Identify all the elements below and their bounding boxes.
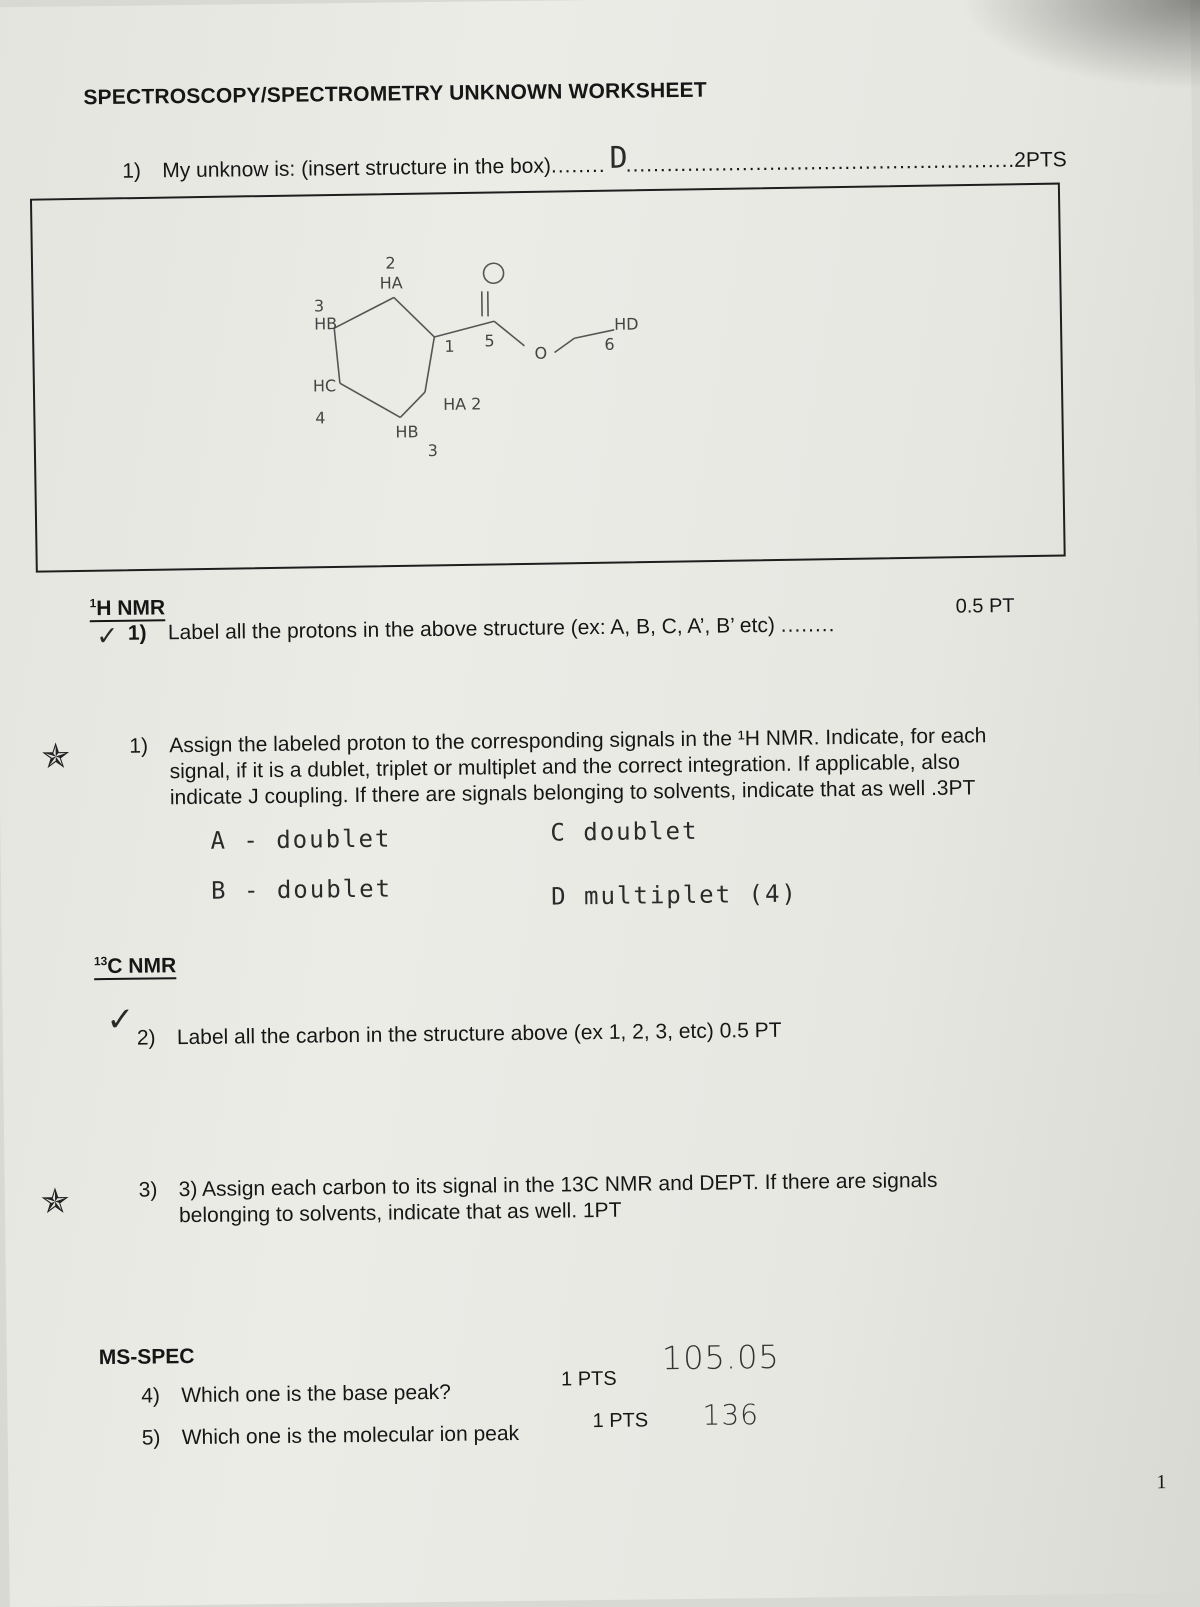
proton-label-hc: HC	[313, 376, 336, 395]
question-text: Label all the protons in the above structure (ex: A, B, C, A’, B’ etc)	[168, 614, 775, 644]
proton-label-hb: HB	[395, 422, 418, 441]
question-text: Which one is the molecular ion peak	[182, 1422, 520, 1449]
question-1-unknown	[122, 144, 1067, 184]
ms-q4-points: 1 PTS	[561, 1368, 617, 1392]
question-text: Label all the carbon in the structure above (ex 1, 2, 3, etc) 0.5 PT	[177, 1019, 782, 1049]
points-label: .2PTS	[1008, 148, 1067, 172]
ms-q5-points: 1 PTS	[592, 1409, 648, 1433]
drawn-structure	[283, 239, 686, 474]
c-nmr-heading	[94, 953, 176, 979]
c-nmr-question-assign	[139, 1168, 938, 1203]
dot-leader: ........................................................	[626, 149, 1009, 177]
handwritten-answer-a: A - doublet	[210, 825, 391, 855]
h-nmr-q1-points: 0.5 PT	[956, 595, 1015, 619]
proton-label-hb-top: HB	[314, 314, 337, 333]
question-number: 1)	[128, 620, 168, 645]
star-annotation-2: ✯	[41, 1182, 70, 1222]
handwritten-answer-d: D	[609, 141, 629, 176]
carbon-label-3b: 3	[428, 441, 438, 460]
photo-shadow	[960, 0, 1200, 90]
heading-text: H NMR	[96, 596, 165, 620]
question-line-3: indicate J coupling. If there are signals belonging to solvents, indicate that as well .3PT	[170, 775, 976, 810]
carbon-label-2: 2	[385, 253, 395, 272]
handwritten-answer-d: D multiplet (4)	[551, 880, 798, 911]
handwritten-answer-c: C doublet	[550, 817, 698, 847]
c-nmr-question-label	[137, 1018, 782, 1051]
h-nmr-question-assign	[129, 733, 169, 758]
question-number: 4)	[141, 1383, 181, 1408]
carbon-label-1: 1	[444, 337, 454, 356]
question-line-2: belonging to solvents, indicate that as well. 1PT	[179, 1198, 622, 1228]
carbon-label-4: 4	[315, 408, 325, 427]
question-text: 3) Assign each carbon to its signal in the 13C NMR and DEPT. If there are signals	[179, 1169, 938, 1201]
question-line-1: Assign the labeled proton to the corresponding signals in the ¹H NMR. Indicate, for each	[169, 723, 986, 758]
question-number: 5)	[142, 1425, 182, 1450]
ester-oxygen-label: O	[534, 344, 547, 363]
question-number: 2)	[137, 1025, 177, 1050]
h-nmr-question-label	[128, 612, 836, 646]
ms-question-base-peak	[141, 1380, 451, 1409]
carbon-label-3: 3	[314, 296, 324, 315]
proton-label-hd: HD	[614, 314, 639, 333]
heading-superscript: 13	[94, 954, 108, 968]
question-number: 3)	[139, 1177, 179, 1202]
dot-leader: ........	[551, 154, 606, 178]
question-number: 1)	[122, 158, 162, 183]
heading-superscript: 1	[89, 596, 96, 610]
check-mark: ✓	[108, 996, 133, 1040]
proton-label-ha: HA	[380, 273, 403, 292]
carbon-label-6: 6	[604, 335, 614, 354]
proton-label-ha2: HA 2	[443, 394, 481, 413]
question-text: Which one is the base peak?	[181, 1381, 451, 1407]
worksheet-title: SPECTROSCOPY/SPECTROMETRY UNKNOWN WORKSHEET	[83, 79, 707, 111]
heading-text: C NMR	[107, 954, 176, 978]
dot-leader: ........	[781, 613, 836, 637]
handwritten-answer-molecular-ion: 136	[702, 1398, 759, 1432]
handwritten-answer-b: B - doublet	[211, 875, 392, 905]
carbon-label-5: 5	[484, 331, 494, 350]
question-number: 1)	[129, 733, 169, 758]
star-annotation-1: ✯	[41, 736, 70, 776]
ms-question-molecular-ion	[142, 1421, 520, 1451]
check-mark: ✓	[98, 618, 118, 653]
ms-spec-heading: MS-SPEC	[99, 1345, 195, 1370]
question-line-2: signal, if it is a dublet, triplet or multiplet and the correct integration. If applicable, also	[169, 750, 959, 785]
page-number: 1	[1156, 1471, 1166, 1494]
handwritten-answer-base-peak: 105.05	[662, 1338, 780, 1377]
question-text: My unknow is: (insert structure in the box)	[162, 155, 551, 183]
